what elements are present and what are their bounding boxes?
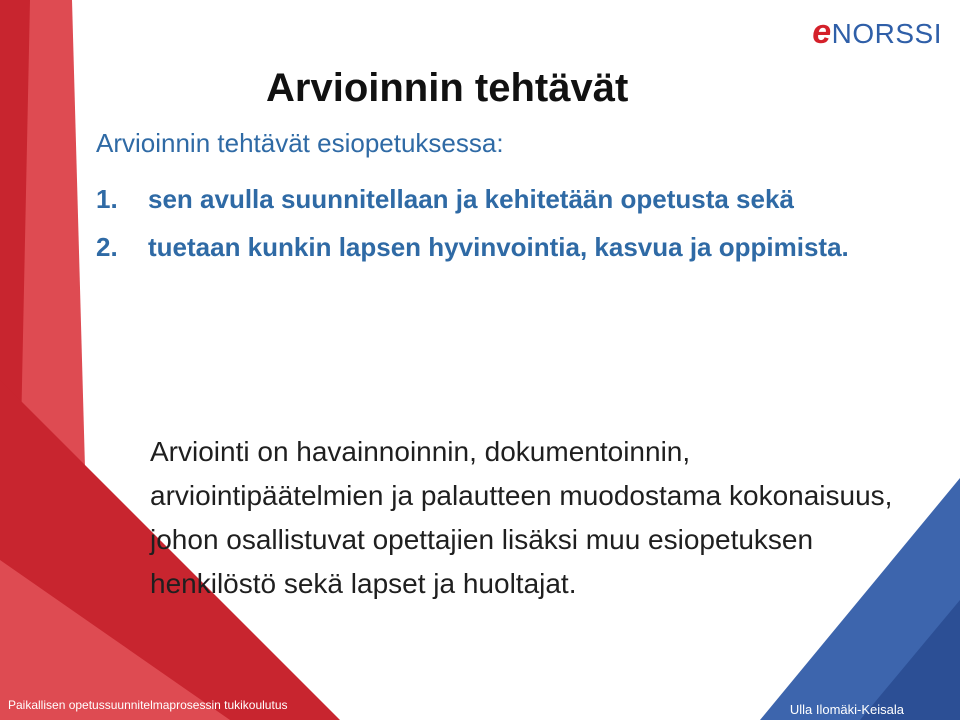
list-item-number: 2. — [96, 232, 118, 262]
list-item-number: 1. — [96, 184, 118, 214]
slide-title: Arvioinnin tehtävät — [266, 66, 629, 110]
intro-text: Arvioinnin tehtävät esiopetuksessa: — [96, 128, 504, 158]
footer-author: Ulla Ilomäki-Keisala — [789, 702, 904, 717]
list-item — [96, 178, 896, 220]
body-paragraph: Arviointi on havainnoinnin, dokumentoinnin, arviointipäätelmien ja palautteen muodostama kokonaisuus, johon osallistuvat opettajien lisäksi muu esiopetuksen henkilöstö sekä lapset ja huoltajat. — [150, 436, 893, 599]
list-item-text: sen avulla suunnitellaan ja kehitetään opetusta sekä — [148, 184, 794, 214]
list-item — [96, 226, 896, 268]
footer-training-title: Paikallisen opetussuunnitelmaprosessin tukikoulutus — [8, 698, 288, 712]
enorssi-logo — [812, 13, 942, 51]
task-list — [96, 178, 896, 274]
list-item-text: tuetaan kunkin lapsen hyvinvointia, kasvua ja oppimista. — [148, 232, 849, 262]
logo-wordmark: NORSSI — [831, 18, 942, 49]
logo-letter-e: e — [812, 13, 832, 51]
